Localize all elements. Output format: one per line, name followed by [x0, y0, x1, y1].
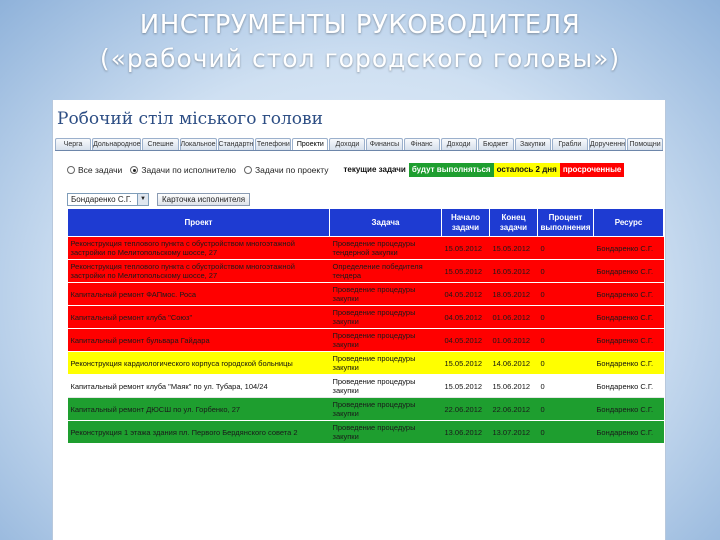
cell-task: Определение победителя тендера [330, 260, 442, 283]
radio-label: Задачи по исполнителю [141, 165, 237, 175]
cell-start: 15.05.2012 [442, 237, 490, 260]
table-row[interactable] [68, 375, 664, 398]
cell-percent: 0 [538, 260, 594, 283]
legend-red: просроченные [560, 163, 625, 177]
cell-task: Проведение процедуры закупки [330, 398, 442, 421]
col-header-start[interactable]: Начало задачи [442, 209, 490, 237]
col-header-percent[interactable]: Процент выполнения [538, 209, 594, 237]
legend-yellow: осталось 2 дня [494, 163, 560, 177]
cell-task: Проведение процедуры закупки [330, 306, 442, 329]
cell-task: Проведение процедуры закупки [330, 375, 442, 398]
cell-percent: 0 [538, 283, 594, 306]
tab-item[interactable]: Помощни [627, 138, 663, 150]
table-row[interactable] [68, 329, 664, 352]
cell-project: Капитальный ремонт бульвара Гайдара [68, 329, 330, 352]
cell-task: Проведение процедуры закупки [330, 329, 442, 352]
radio-dot[interactable] [244, 166, 252, 174]
tab-item[interactable]: Дорученнн [589, 138, 626, 150]
tasks-table [67, 208, 664, 444]
slide-title [0, 8, 720, 76]
cell-project: Капитальный ремонт ФАПмос. Роса [68, 283, 330, 306]
cell-resource: Бондаренко С.Г. [594, 306, 664, 329]
executor-card-button[interactable]: Карточка исполнителя [157, 193, 250, 206]
table-row[interactable] [68, 352, 664, 375]
chevron-down-icon[interactable]: ▼ [137, 194, 148, 205]
cell-end: 01.06.2012 [490, 306, 538, 329]
tab-item[interactable]: Финансы [366, 138, 402, 150]
radio-tasks-by-project[interactable] [244, 165, 328, 175]
tab-item[interactable]: Дольнародное [92, 138, 141, 150]
tab-item[interactable]: Доходи [441, 138, 477, 150]
table-row[interactable] [68, 398, 664, 421]
cell-project: Капитальный ремонт ДЮСШ по ул. Горбенко, 27 [68, 398, 330, 421]
tab-item[interactable]: Телефони [255, 138, 291, 150]
table-row[interactable] [68, 421, 664, 444]
tab-item[interactable]: Черга [55, 138, 91, 150]
cell-start: 04.05.2012 [442, 329, 490, 352]
legend-green: будут выполняться [409, 163, 494, 177]
cell-percent: 0 [538, 352, 594, 375]
cell-resource: Бондаренко С.Г. [594, 352, 664, 375]
cell-resource: Бондаренко С.Г. [594, 421, 664, 444]
cell-resource: Бондаренко С.Г. [594, 329, 664, 352]
cell-end: 01.06.2012 [490, 329, 538, 352]
status-legend [340, 163, 624, 177]
cell-start: 04.05.2012 [442, 306, 490, 329]
cell-project: Капитальный ремонт клуба "Маяк" по ул. Тубара, 104/24 [68, 375, 330, 398]
tab-item[interactable]: Закупки [515, 138, 551, 150]
radio-label: Задачи по проекту [255, 165, 329, 175]
tab-item[interactable]: Бюджет [478, 138, 514, 150]
cell-task: Проведение процедуры закупки [330, 352, 442, 375]
executor-select[interactable] [67, 193, 149, 206]
cell-percent: 0 [538, 237, 594, 260]
table-row[interactable] [68, 260, 664, 283]
cell-percent: 0 [538, 375, 594, 398]
cell-start: 15.05.2012 [442, 260, 490, 283]
app-title: Робочий стіл міського голови [57, 109, 323, 129]
cell-project: Реконструкция 1 этажа здания пл. Первого Бердянского совета 2 [68, 421, 330, 444]
cell-end: 16.05.2012 [490, 260, 538, 283]
tab-item[interactable]: Стандартн [218, 138, 255, 150]
cell-start: 15.05.2012 [442, 352, 490, 375]
cell-percent: 0 [538, 306, 594, 329]
cell-end: 15.05.2012 [490, 237, 538, 260]
radio-label: Все задачи [78, 165, 123, 175]
cell-task: Проведение процедуры закупки [330, 421, 442, 444]
cell-start: 15.05.2012 [442, 375, 490, 398]
table-header-row [68, 209, 664, 237]
radio-dot[interactable] [67, 166, 75, 174]
slide-title-line2: («рабочий стол городского головы») [99, 44, 621, 73]
table-row[interactable] [68, 283, 664, 306]
cell-project: Капитальный ремонт клуба "Союз" [68, 306, 330, 329]
cell-end: 13.07.2012 [490, 421, 538, 444]
tab-bar [55, 138, 663, 151]
cell-resource: Бондаренко С.Г. [594, 260, 664, 283]
tab-item[interactable]: Проекти [292, 138, 328, 150]
cell-start: 22.06.2012 [442, 398, 490, 421]
table-row[interactable] [68, 237, 664, 260]
cell-end: 15.06.2012 [490, 375, 538, 398]
legend-current: текущие задачи [340, 163, 408, 177]
slide-title-line1: ИНСТРУМЕНТЫ РУКОВОДИТЕЛЯ [139, 10, 581, 40]
col-header-task[interactable]: Задача [330, 209, 442, 237]
cell-project: Реконструкция теплового пункта с обустройством многоэтажной застройки по Мелитопольскому шоссе, 27 [68, 260, 330, 283]
table-row[interactable] [68, 306, 664, 329]
cell-task: Проведение процедуры тендерной закупки [330, 237, 442, 260]
filter-row [67, 162, 624, 178]
cell-project: Реконструкция кардиологического корпуса городской больницы [68, 352, 330, 375]
tab-item[interactable]: Фінанс [404, 138, 440, 150]
cell-resource: Бондаренко С.Г. [594, 398, 664, 421]
col-header-resource[interactable]: Ресурс [594, 209, 664, 237]
executor-row [67, 192, 250, 206]
cell-percent: 0 [538, 421, 594, 444]
cell-start: 13.06.2012 [442, 421, 490, 444]
cell-resource: Бондаренко С.Г. [594, 375, 664, 398]
cell-task: Проведение процедуры закупки [330, 283, 442, 306]
tab-item[interactable]: Доходи [329, 138, 365, 150]
radio-dot-selected[interactable] [130, 166, 138, 174]
cell-start: 04.05.2012 [442, 283, 490, 306]
tab-item[interactable]: Спешне [142, 138, 178, 150]
executor-selected-value: Бондаренко С.Г. [71, 194, 132, 204]
cell-percent: 0 [538, 329, 594, 352]
cell-resource: Бондаренко С.Г. [594, 283, 664, 306]
radio-all-tasks[interactable] [67, 165, 122, 175]
col-header-end[interactable]: Конец задачи [490, 209, 538, 237]
cell-project: Реконструкция теплового пункта с обустройством многоэтажной застройки по Мелитопольскому шоссе, 27 [68, 237, 330, 260]
tab-item[interactable]: Локальное [180, 138, 217, 150]
cell-end: 22.06.2012 [490, 398, 538, 421]
col-header-project[interactable]: Проект [68, 209, 330, 237]
tab-item[interactable]: Грабли [552, 138, 588, 150]
cell-end: 18.05.2012 [490, 283, 538, 306]
cell-resource: Бондаренко С.Г. [594, 237, 664, 260]
radio-tasks-by-executor[interactable] [130, 165, 236, 175]
app-window [52, 100, 666, 540]
cell-percent: 0 [538, 398, 594, 421]
cell-end: 14.06.2012 [490, 352, 538, 375]
